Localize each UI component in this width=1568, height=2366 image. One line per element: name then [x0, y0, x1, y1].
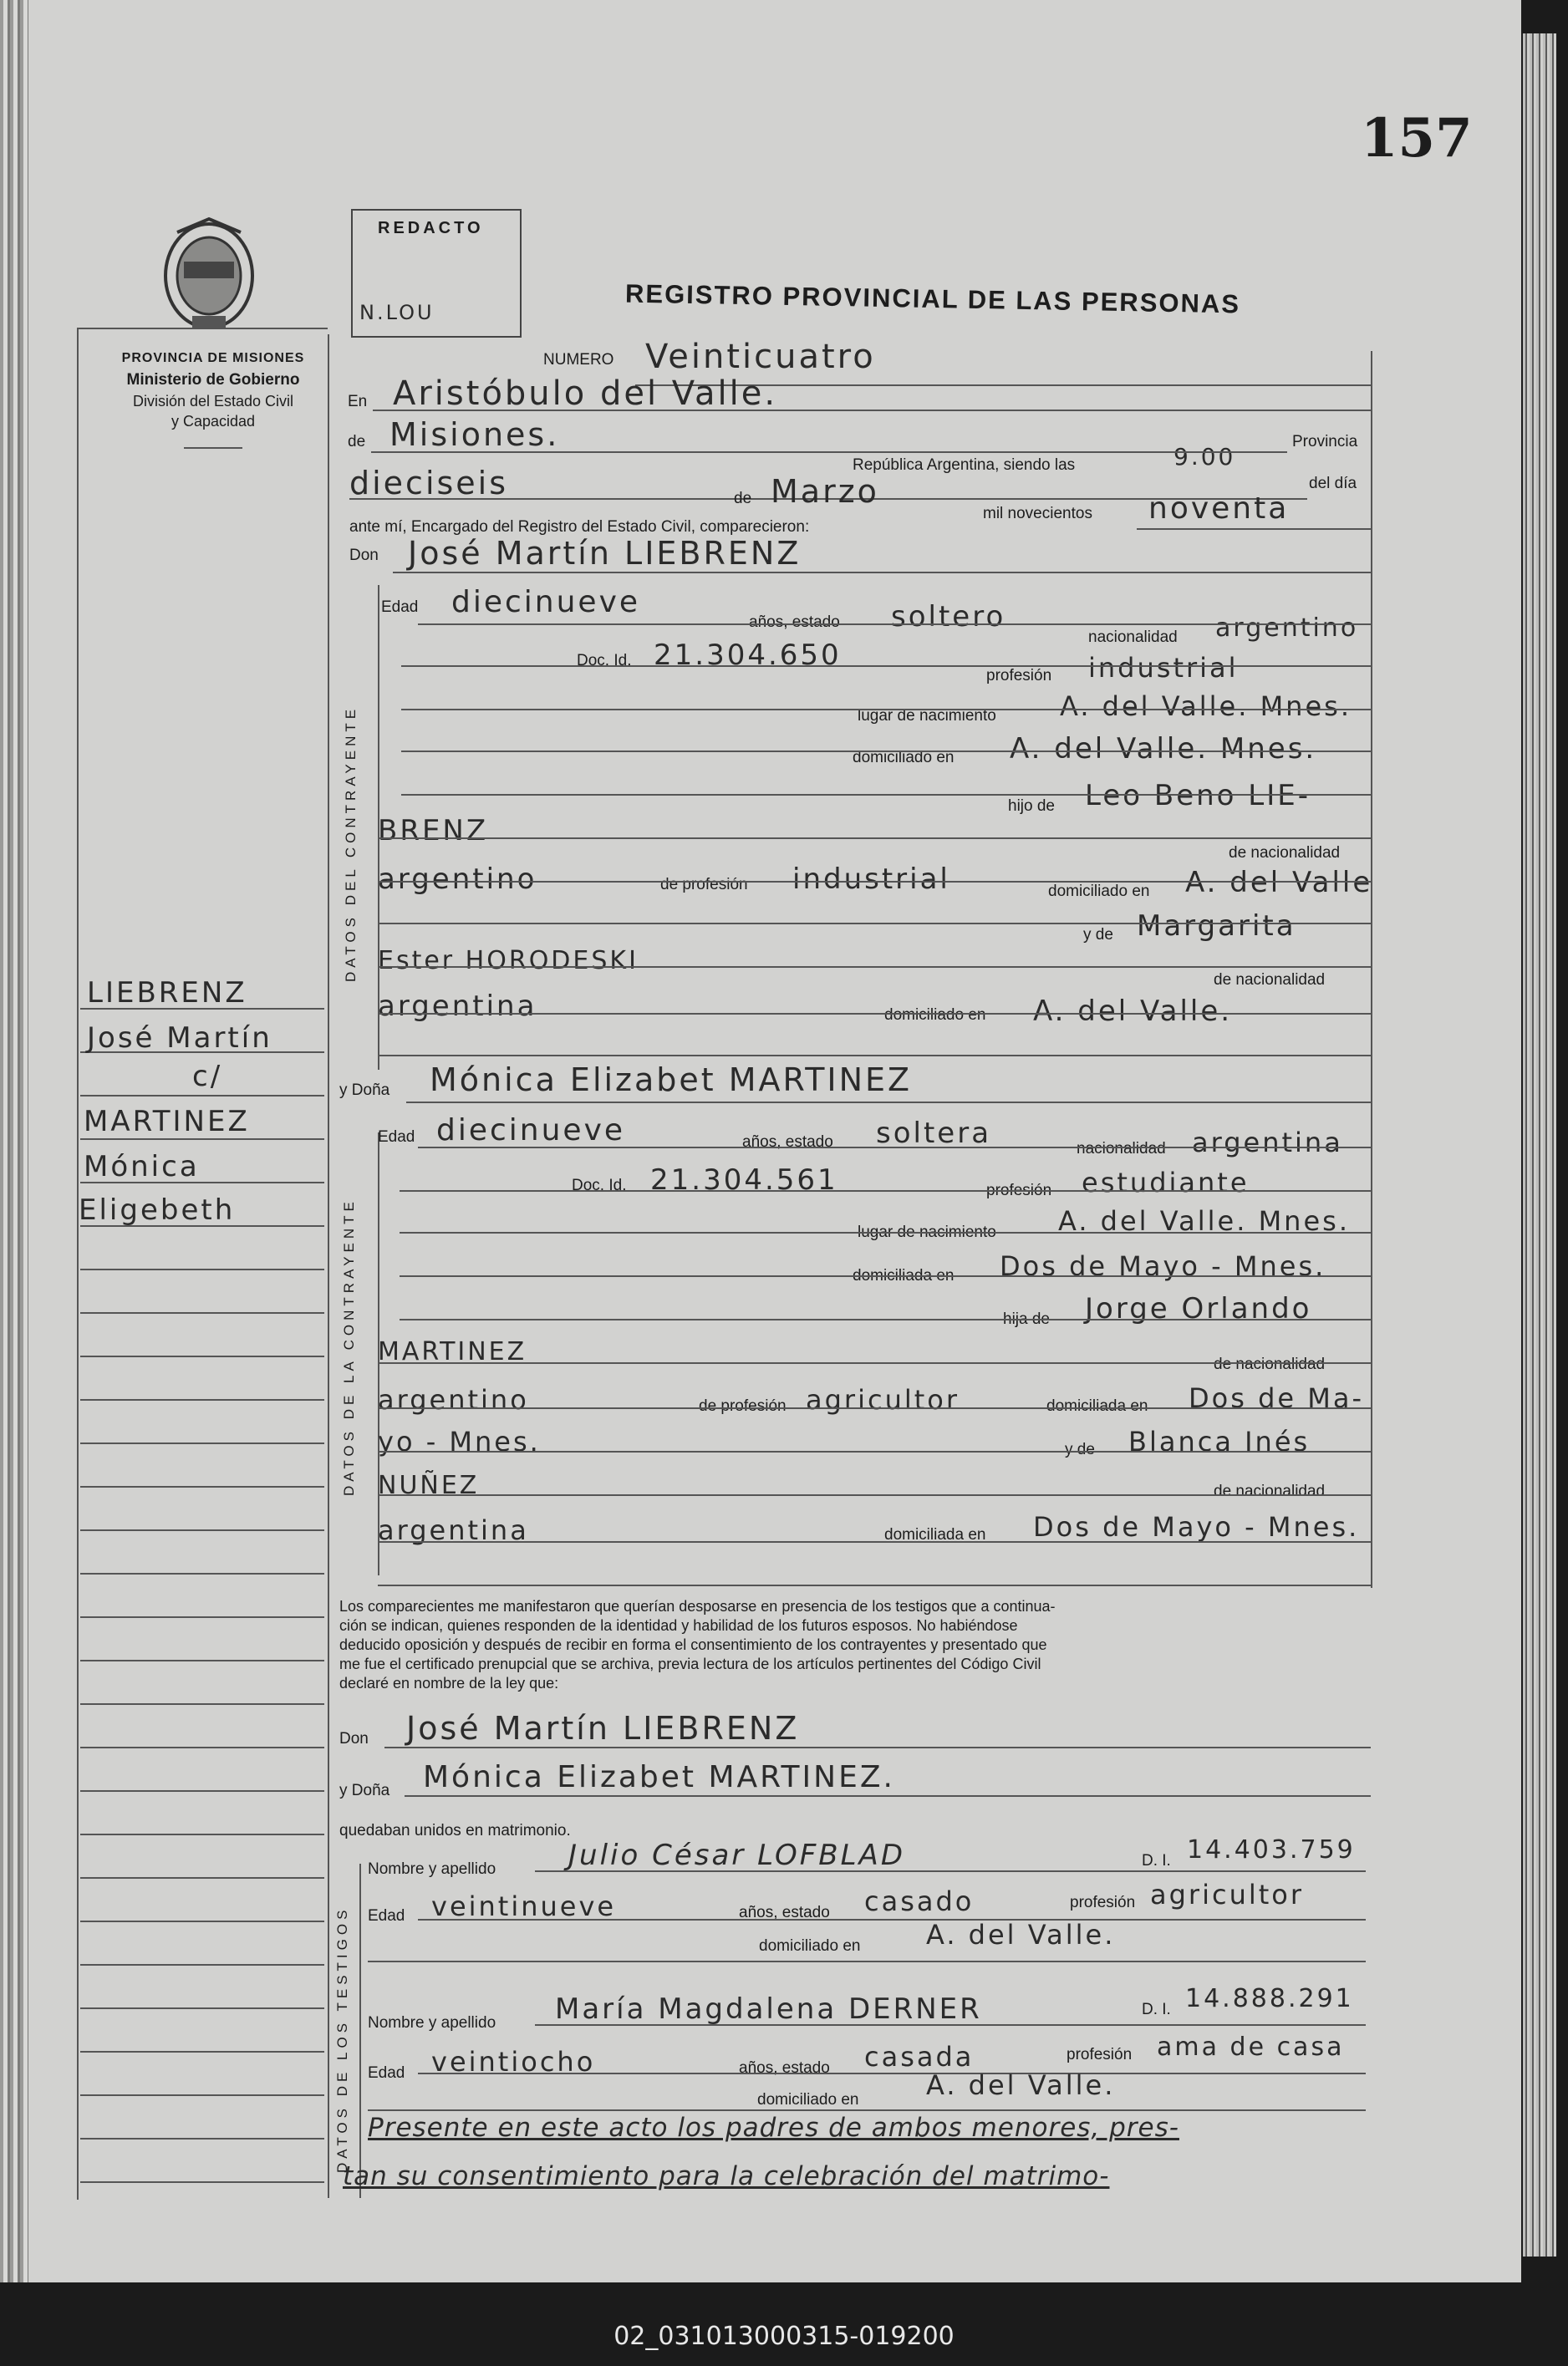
margin-line: c/	[192, 1060, 223, 1093]
t1-anios-label: años, estado	[739, 1904, 830, 1921]
t2-anios-label: años, estado	[739, 2059, 830, 2077]
anio-value: noventa	[1148, 491, 1290, 526]
doc-value: 21.304.650	[654, 639, 842, 672]
t1-nombre-label: Nombre y apellido	[368, 1860, 496, 1878]
doc-value: 21.304.561	[650, 1163, 838, 1197]
padre-dom-label: domiciliada en	[1046, 1397, 1148, 1415]
t2-di: 14.888.291	[1185, 1984, 1354, 2013]
de-label: de	[348, 433, 366, 450]
don-label: Don	[349, 547, 379, 564]
de-nac-label: de nacionalidad	[1229, 844, 1341, 862]
madre-nac-label: de nacionalidad	[1214, 971, 1326, 989]
t2-prof-label: profesión	[1067, 2046, 1133, 2063]
edad-value: diecinueve	[436, 1113, 626, 1147]
margin-rule	[80, 1442, 324, 1444]
madre-value: Blanca Inés	[1128, 1426, 1311, 1458]
margin-rule	[80, 1312, 324, 1314]
madre-dom-label: domiciliada en	[884, 1526, 986, 1544]
division-line1: División del Estado Civil	[132, 393, 294, 410]
margin-rule	[80, 1790, 324, 1792]
madre-nac-label: de nacionalidad	[1214, 1483, 1326, 1500]
margin-rule	[80, 1573, 324, 1575]
ante-label: ante mí, Encargado del Registro del Estado Civil, comparecieron:	[349, 518, 810, 536]
padre-dom-value-cont: yo - Mnes.	[378, 1426, 541, 1458]
t1-di: 14.403.759	[1187, 1835, 1356, 1865]
padre-value-cont: BRENZ	[378, 814, 489, 847]
t2-nombre: María Magdalena DERNER	[555, 1992, 982, 2026]
margin-line: LIEBRENZ	[87, 976, 247, 1010]
t1-di-label: D. I.	[1142, 1852, 1171, 1870]
padre-value: Leo Beno LIE-	[1085, 779, 1311, 812]
numero-label: NUMERO	[543, 351, 614, 369]
de-prof-label: de profesión	[660, 876, 748, 893]
contrayente-side-label: DATOS DEL CONTRAYENTE	[343, 705, 359, 982]
margin-rule	[80, 1921, 324, 1922]
t2-edad: veintiocho	[431, 2046, 596, 2078]
provincia-label: Provincia	[1292, 433, 1358, 450]
margin-rule	[80, 1616, 324, 1618]
coat-of-arms-icon	[159, 216, 259, 333]
t2-dom-label: domiciliado en	[757, 2091, 859, 2109]
padre-dom-label: domiciliado en	[1048, 883, 1150, 900]
madre-value-cont: NUÑEZ	[378, 1471, 480, 1500]
madre-nac-value: argentina	[378, 990, 537, 1023]
anios-label: años, estado	[749, 613, 840, 631]
margin-rule	[80, 1138, 324, 1140]
prof-label: profesión	[986, 667, 1052, 684]
margin-line: Eligebeth	[79, 1193, 236, 1227]
margin-line: José Martín	[87, 1021, 272, 1055]
margin-rule	[80, 2007, 324, 2009]
madre-dom-value: A. del Valle.	[1033, 995, 1233, 1028]
margin-rule	[80, 2181, 324, 2183]
margin-rule	[80, 1660, 324, 1661]
document-title: REGISTRO PROVINCIAL DE LAS PERSONAS	[624, 278, 1241, 319]
lugar-label: lugar de nacimiento	[858, 707, 996, 725]
stmt-dona-label: y Doña	[339, 1782, 390, 1799]
lugar-value: A. del Valle. Mnes.	[1060, 690, 1352, 722]
nac-label: nacionalidad	[1088, 628, 1178, 646]
ministry-name: Ministerio de Gobierno	[126, 371, 300, 389]
statement-line: ción se indican, quienes responden de la identidad y habilidad de los futuros esposos. No habiéndose	[339, 1617, 1018, 1634]
hija-label: hija de	[1003, 1310, 1050, 1328]
mes-value: Marzo	[771, 473, 879, 510]
madre-dom-label: domiciliado en	[884, 1006, 986, 1024]
madre-dom-value: Dos de Mayo - Mnes.	[1033, 1511, 1360, 1543]
anios-label: años, estado	[742, 1133, 833, 1151]
stmt-don-label: Don	[339, 1730, 369, 1748]
contrayenta-side-label: DATOS DE LA CONTRAYENTE	[341, 1198, 357, 1496]
margin-rule	[80, 1964, 324, 1966]
madre-nac-value: argentina	[378, 1514, 529, 1546]
hijo-label: hijo de	[1008, 797, 1055, 815]
estado-value: soltero	[891, 600, 1006, 633]
t1-edad-label: Edad	[368, 1907, 405, 1925]
padre-dom-value: A. del Valle	[1185, 866, 1373, 899]
edad-label: Edad	[381, 598, 419, 616]
margin-rule	[80, 1486, 324, 1488]
margin-rule	[80, 1269, 324, 1270]
mil-label: mil novecientos	[983, 505, 1092, 522]
doc-label: Doc. Id.	[572, 1177, 627, 1194]
y-de-label: y de	[1083, 926, 1113, 944]
statement-line: deducido oposición y después de recibir en forma el consentimiento de los contrayentes y presentado que	[339, 1636, 1047, 1653]
republica-label: República Argentina, siendo las	[853, 456, 1076, 474]
book-binding	[0, 0, 28, 2282]
numero-value: Veinticuatro	[645, 338, 876, 376]
dona-label: y Doña	[339, 1081, 390, 1099]
t1-dom-label: domiciliado en	[759, 1937, 861, 1955]
stmt-dona-name: Mónica Elizabet MARTINEZ.	[423, 1760, 895, 1794]
t2-nombre-label: Nombre y apellido	[368, 2014, 496, 2032]
nacionalidad-value: argentina	[1192, 1127, 1343, 1158]
domicilio-value: A. del Valle. Mnes.	[1010, 732, 1317, 766]
profesion-value: estudiante	[1082, 1167, 1250, 1198]
padre-nac-value: argentino	[378, 1384, 529, 1416]
en-label: En	[348, 393, 368, 410]
margin-rule	[80, 1703, 324, 1705]
t2-di-label: D. I.	[1142, 2001, 1171, 2018]
margin-rule	[80, 1356, 324, 1357]
margin-rule	[80, 1877, 324, 1879]
nacionalidad-value: argentino	[1215, 613, 1359, 643]
de-prof-label: de profesión	[699, 1397, 787, 1415]
doc-label: Doc. Id.	[577, 652, 632, 669]
division-line2: y Capacidad	[171, 413, 256, 430]
t2-estado: casada	[864, 2041, 975, 2073]
lugar-value: A. del Valle. Mnes.	[1058, 1205, 1350, 1237]
t1-prof-label: profesión	[1070, 1894, 1136, 1911]
margin-rule	[80, 1834, 324, 1835]
stamp-label: REDACTO	[378, 219, 484, 237]
t1-domicilio: A. del Valle.	[926, 1919, 1116, 1951]
edad-label: Edad	[378, 1128, 415, 1146]
profesion-value: industrial	[1088, 652, 1239, 684]
t2-profesion: ama de casa	[1157, 2033, 1345, 2062]
domicilio-value: Dos de Mayo - Mnes.	[1000, 1250, 1326, 1282]
unidos-text: quedaban unidos en matrimonio.	[339, 1822, 571, 1839]
redacto-stamp	[351, 209, 522, 338]
madre-value: Margarita	[1137, 909, 1296, 943]
dia-value: dieciseis	[349, 465, 509, 501]
t1-profesion: agricultor	[1150, 1879, 1305, 1911]
t2-edad-label: Edad	[368, 2064, 405, 2082]
y-de-label: y de	[1065, 1441, 1095, 1458]
padre-value: Jorge Orlando	[1085, 1292, 1312, 1325]
t1-estado: casado	[864, 1885, 975, 1917]
de-mes-label: de	[734, 490, 752, 507]
stmt-don-name: José Martín LIEBRENZ	[406, 1710, 800, 1747]
margin-rule	[80, 1399, 324, 1401]
page-number: 157	[1361, 107, 1473, 170]
margin-rule	[80, 1747, 324, 1748]
margin-line: Mónica	[84, 1150, 200, 1183]
t1-edad: veintinueve	[431, 1890, 617, 1922]
t2-domicilio: A. del Valle.	[926, 2069, 1116, 2101]
del-dia-label: del día	[1309, 475, 1357, 492]
provincia-value: Misiones.	[389, 416, 560, 453]
margin-line: MARTINEZ	[84, 1105, 250, 1138]
footer-code: 02_031013000315-019200	[613, 2322, 955, 2351]
de-nac-label: de nacionalidad	[1214, 1356, 1326, 1373]
statement-line: me fue el certificado prenupcial que se archiva, previa lectura de los artículos pertinentes del Código Civil	[339, 1656, 1041, 1672]
margin-rule	[80, 2094, 324, 2096]
contrayenta-name: Mónica Elizabet MARTINEZ	[430, 1061, 913, 1098]
contrayente-name: José Martín LIEBRENZ	[408, 535, 802, 572]
padre-prof-value: agricultor	[806, 1384, 960, 1416]
margin-rule	[80, 1095, 324, 1097]
localidad-value: Aristóbulo del Valle.	[393, 374, 778, 413]
madre-value-cont: Ester HORODESKI	[378, 946, 639, 975]
statement-line: declaré en nombre de la ley que:	[339, 1675, 559, 1692]
book-page-edges	[1523, 33, 1556, 2257]
margin-rule	[80, 2051, 324, 2053]
testigos-note-line2: tan su consentimiento para la celebración del matrimo-	[343, 2161, 1110, 2191]
testigos-note-line1: Presente en este acto los padres de ambos menores, pres-	[368, 2113, 1179, 2143]
dom-label: domiciliada en	[853, 1267, 955, 1285]
stamp-handwriting: N.LOU	[359, 301, 435, 324]
padre-value-cont: MARTINEZ	[378, 1337, 527, 1366]
prof-label: profesión	[986, 1182, 1052, 1199]
padre-prof-value: industrial	[792, 862, 950, 896]
margin-rule	[80, 1529, 324, 1531]
edad-value: diecinueve	[451, 585, 641, 619]
padre-dom-value: Dos de Ma-	[1189, 1382, 1364, 1414]
province-name: PROVINCIA DE MISIONES	[121, 351, 305, 365]
hora-value: 9.00	[1173, 443, 1236, 471]
padre-nac-value: argentino	[378, 862, 537, 896]
lugar-label: lugar de nacimiento	[858, 1224, 996, 1241]
testigos-side-label: DATOS DE LOS TESTIGOS	[334, 1906, 350, 2173]
estado-value: soltera	[876, 1117, 992, 1150]
dom-label: domiciliado en	[853, 749, 955, 766]
nac-label: nacionalidad	[1077, 1140, 1166, 1158]
t1-nombre: Julio César LOFBLAD	[568, 1839, 905, 1872]
statement-line: Los comparecientes me manifestaron que querían desposarse en presencia de los testigos que a continua-	[339, 1598, 1056, 1615]
margin-rule	[80, 2138, 324, 2140]
